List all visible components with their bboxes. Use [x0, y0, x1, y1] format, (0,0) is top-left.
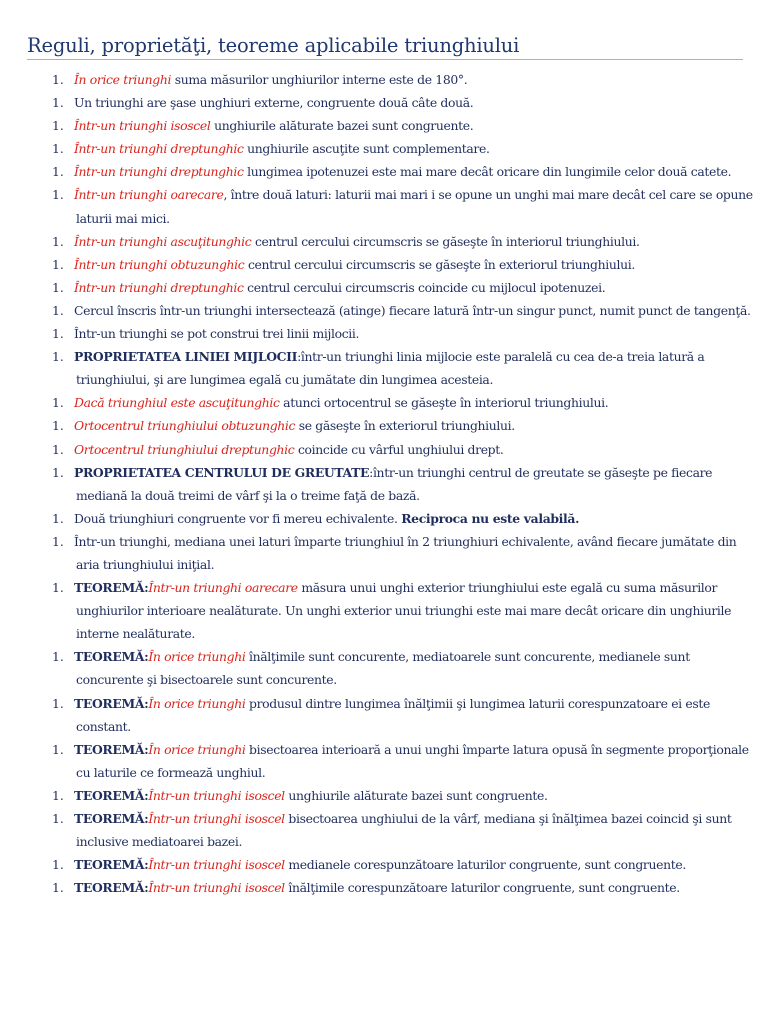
bold-label: PROPRIETATEA LINIEI MIJLOCII [74, 349, 298, 365]
list-item-text [76, 303, 751, 318]
list-item-text [76, 465, 712, 503]
list-number: 1. [52, 187, 64, 203]
text-segment: înălţimile sunt concurente, mediatoarele sunt concurente, medianele sunt concurente şi bisectoarele sunt concurente. [76, 649, 690, 688]
text-segment: unghiurile ascuţite sunt complementare. [243, 141, 490, 157]
list-item-text [76, 580, 731, 641]
list-number: 1. [52, 118, 64, 134]
list-item-text [76, 257, 635, 272]
list-item-text [76, 857, 686, 872]
list-item [0, 183, 768, 229]
text-segment: medianele corespunzătoare laturilor congruente, sunt congruente. [284, 857, 686, 873]
highlighted-phrase: În orice triunghi [74, 72, 172, 87]
rules-list [0, 68, 768, 899]
text-segment: centrul cercului circumscris se găseşte în exteriorul triunghiului. [244, 256, 635, 272]
list-item-text [76, 511, 579, 526]
list-number: 1. [52, 72, 64, 87]
list-item [0, 507, 768, 530]
list-number: 1. [52, 141, 64, 157]
text-segment: bisectoarea interioară a unui unghi împarte latura opusă în segmente proporţionale cu laturile ce formează unghiul. [76, 741, 749, 780]
list-item-text [76, 234, 640, 249]
list-number: 1. [52, 464, 64, 480]
list-item-text [76, 72, 467, 87]
list-number: 1. [52, 95, 64, 111]
bold-label: PROPRIETATEA CENTRULUI DE GREUTATE [74, 464, 370, 480]
list-item [0, 160, 768, 183]
list-item-text [76, 141, 490, 156]
list-item-text [76, 95, 473, 110]
list-item-text [76, 442, 503, 457]
highlighted-phrase: Ortocentrul triunghiului dreptunghic [74, 441, 295, 457]
list-item [0, 391, 768, 414]
highlighted-phrase: În orice triunghi [148, 741, 246, 757]
list-item-text [76, 418, 515, 433]
list-item-text [76, 880, 680, 895]
list-number: 1. [52, 510, 64, 526]
list-item-text [76, 811, 732, 849]
text-segment: , între două laturi: laturii mai mari i se opune un unghi mai mare decât cel care se opune laturii mai mici. [76, 187, 753, 226]
list-item [0, 807, 768, 853]
list-item-text [76, 395, 608, 410]
list-item [0, 230, 768, 253]
highlighted-phrase: Într-un triunghi isoscel [148, 787, 285, 803]
text-segment: măsura unui unghi exterior triunghiului este egală cu suma măsurilor unghiurilor interioare nealăturate. Un unghi exterior unui triunghi este mai mare decât oricare din unghiurile interne nealăturate. [76, 580, 732, 642]
list-item-text [76, 742, 749, 780]
list-item [0, 853, 768, 876]
list-number: 1. [52, 256, 64, 272]
list-number: 1. [52, 233, 64, 249]
bold-label: TEOREMĂ: [74, 695, 149, 711]
text-segment: înălţimile corespunzătoare laturilor congruente, sunt congruente. [284, 880, 680, 896]
text-segment: atunci ortocentrul se găseşte în interiorul triunghiului. [279, 395, 609, 411]
text-segment: Cercul înscris într-un triunghi intersectează (atinge) fiecare latură într-un singur punct, numit punct de tangenţă. [74, 302, 751, 318]
text-segment: :într-un triunghi centrul de greutate se găseşte pe fiecare mediană la două treimi de vârf şi la o treime faţă de bază. [76, 464, 713, 503]
list-number: 1. [52, 741, 64, 757]
highlighted-phrase: Într-un triunghi isoscel [74, 118, 211, 134]
list-number: 1. [52, 441, 64, 457]
list-item [0, 253, 768, 276]
text-segment: unghiurile alăturate bazei sunt congruente. [284, 787, 548, 803]
list-item-text [76, 534, 736, 572]
list-number: 1. [52, 695, 64, 711]
list-item-text [76, 280, 605, 295]
highlighted-phrase: În orice triunghi [148, 695, 246, 711]
text-segment: :într-un triunghi linia mijlocie este paralelă cu cea de-a treia latură a triunghiului, şi are lungimea egală cu jumătate din lungimea acesteia. [76, 349, 705, 388]
list-number: 1. [52, 279, 64, 295]
highlighted-phrase: Într-un triunghi dreptunghic [74, 164, 244, 180]
bold-label: TEOREMĂ: [74, 811, 149, 826]
list-item [0, 692, 768, 738]
list-item-text [76, 788, 548, 803]
list-item-text [76, 118, 473, 133]
list-number: 1. [52, 811, 64, 826]
highlighted-phrase: Într-un triunghi ascuţitunghic [74, 233, 252, 249]
bold-label: TEOREMĂ: [74, 649, 149, 665]
text-segment: suma măsurilor unghiurilor interne este de 180°. [171, 72, 468, 87]
highlighted-phrase: Într-un triunghi dreptunghic [74, 141, 244, 157]
list-item-text [76, 326, 359, 341]
highlighted-phrase: Într-un triunghi oarecare [74, 187, 224, 203]
page-title: Reguli, proprietăţi, teoreme aplicabile triunghiului [27, 34, 520, 57]
list-item-text [76, 187, 753, 225]
text-segment: se găseşte în exteriorul triunghiului. [295, 418, 515, 434]
text-segment: produsul dintre lungimea înălţimii şi lungimea laturii corespunzatoare ei este constant. [76, 695, 710, 734]
list-item [0, 322, 768, 345]
text-segment: lungimea ipotenuzei este mai mare decât oricare din lungimile celor două catete. [243, 164, 732, 180]
bold-label: TEOREMĂ: [74, 857, 149, 873]
bold-label: Reciproca nu este valabilă. [401, 510, 580, 526]
list-item [0, 645, 768, 691]
list-number: 1. [52, 649, 64, 665]
highlighted-phrase: Într-un triunghi obtuzunghic [74, 256, 245, 272]
text-segment: coincide cu vârful unghiului drept. [294, 441, 504, 457]
text-segment: Într-un triunghi, mediana unei laturi împarte triunghiul în 2 triunghiuri echivalente, având fiecare jumătate din aria triunghiului iniţial. [74, 533, 737, 572]
list-number: 1. [52, 787, 64, 803]
text-segment: bisectoarea unghiului de la vârf, mediana şi înălţimea bazei coincid şi sunt inclusive mediatoarei bazei. [76, 811, 732, 850]
list-number: 1. [52, 164, 64, 180]
text-segment: Un triunghi are şase unghiuri externe, congruente două câte două. [74, 95, 474, 111]
list-number: 1. [52, 395, 64, 411]
highlighted-phrase: În orice triunghi [148, 649, 246, 665]
list-number: 1. [52, 533, 64, 549]
list-item [0, 345, 768, 391]
list-number: 1. [52, 418, 64, 434]
highlighted-phrase: Într-un triunghi oarecare [148, 580, 298, 596]
title-underline [27, 59, 743, 60]
list-number: 1. [52, 857, 64, 873]
text-segment: Două triunghiuri congruente vor fi mereu echivalente. [74, 510, 402, 526]
list-number: 1. [52, 326, 64, 342]
list-item [0, 68, 768, 91]
highlighted-phrase: Ortocentrul triunghiului obtuzunghic [74, 418, 296, 434]
bold-label: TEOREMĂ: [74, 580, 149, 596]
list-item-text [76, 649, 690, 687]
bold-label: TEOREMĂ: [74, 880, 149, 896]
list-item-text [76, 696, 710, 734]
list-item [0, 876, 768, 899]
list-item [0, 91, 768, 114]
text-segment: centrul cercului circumscris se găseşte în interiorul triunghiului. [251, 233, 640, 249]
list-item [0, 276, 768, 299]
list-item [0, 530, 768, 576]
list-number: 1. [52, 349, 64, 365]
list-item [0, 114, 768, 137]
list-item-text [76, 164, 731, 179]
list-number: 1. [52, 580, 64, 596]
list-item [0, 461, 768, 507]
list-item [0, 738, 768, 784]
bold-label: TEOREMĂ: [74, 741, 149, 757]
list-item [0, 784, 768, 807]
list-item [0, 414, 768, 437]
list-item [0, 438, 768, 461]
list-number: 1. [52, 880, 64, 896]
text-segment: Într-un triunghi se pot construi trei linii mijlocii. [74, 326, 360, 342]
highlighted-phrase: Într-un triunghi dreptunghic [74, 279, 244, 295]
list-item [0, 137, 768, 160]
bold-label: TEOREMĂ: [74, 787, 149, 803]
list-number: 1. [52, 302, 64, 318]
list-item-text [76, 349, 704, 387]
highlighted-phrase: Într-un triunghi isoscel [148, 880, 285, 896]
highlighted-phrase: Dacă triunghiul este ascuţitunghic [74, 395, 280, 411]
text-segment: unghiurile alăturate bazei sunt congruente. [210, 118, 474, 134]
highlighted-phrase: Într-un triunghi isoscel [148, 857, 285, 873]
text-segment: centrul cercului circumscris coincide cu mijlocul ipotenuzei. [243, 279, 606, 295]
list-item [0, 299, 768, 322]
list-item [0, 576, 768, 645]
highlighted-phrase: Într-un triunghi isoscel [148, 811, 285, 826]
